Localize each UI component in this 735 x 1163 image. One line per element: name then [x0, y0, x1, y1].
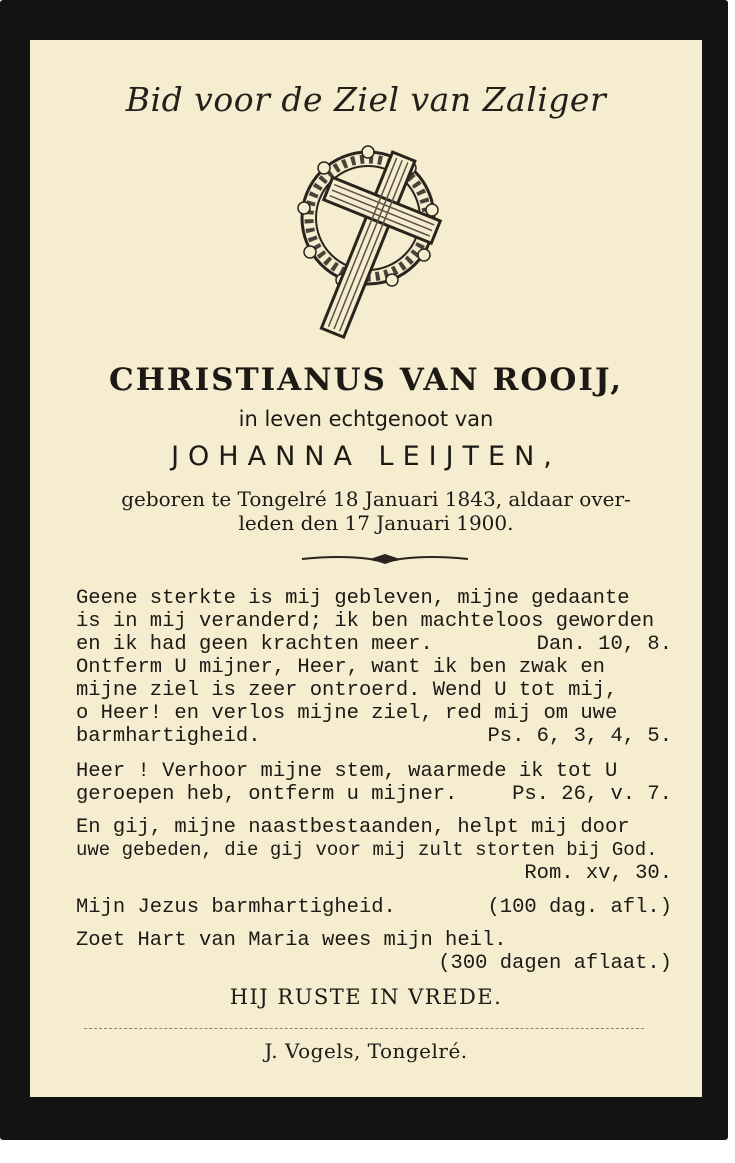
memorial-card — [30, 40, 702, 1097]
dates-line: geboren te Tongelré 18 Januari 1843, aldaar over- — [121, 487, 631, 511]
indulgence-note: (300 dagen aflaat.) — [438, 952, 672, 975]
birth-death-dates — [76, 487, 676, 535]
deceased-name: CHRISTIANUS VAN ROOIJ, — [108, 362, 624, 398]
prayer-line: Ontferm U mijner, Heer, want ik ben zwak en — [76, 656, 605, 679]
prayer-line: en ik had geen krachten meer. — [76, 633, 433, 656]
prayer-line: Geene sterkte is mij gebleven, mijne gedaante — [76, 587, 630, 610]
ornament-divider — [300, 552, 470, 566]
divider-line — [84, 1028, 644, 1029]
closing-line: HIJ RUSTE IN VREDE. — [229, 985, 503, 1009]
prayer-paragraph — [76, 896, 672, 919]
prayer-line: uwe gebeden, die gij voor mij zult storten bij God. — [76, 839, 658, 861]
spouse-name: JOHANNA LEIJTEN, — [171, 441, 561, 472]
prayer-paragraph — [76, 760, 672, 806]
prayer-line: o Heer! en verlos mijne ziel, red mij om uwe — [76, 702, 618, 725]
cross-with-flower-wreath-icon — [292, 140, 452, 350]
prayer-paragraph — [76, 929, 672, 975]
prayer-line: geroepen heb, ontferm u mijner. — [76, 783, 458, 806]
prayer-line: Mijn Jezus barmhartigheid. — [76, 896, 396, 919]
prayer-line: Heer ! Verhoor mijne stem, waarmede ik tot U — [76, 760, 618, 783]
prayer-paragraph — [76, 816, 672, 885]
scripture-reference: Dan. 10, 8. — [536, 633, 672, 656]
prayer-paragraph — [76, 587, 672, 656]
prayer-line: barmhartigheid. — [76, 725, 261, 748]
prayer-paragraph — [76, 656, 672, 748]
scripture-reference: Ps. 6, 3, 4, 5. — [487, 725, 672, 748]
prayer-line: En gij, mijne naastbestaanden, helpt mij door — [76, 816, 630, 839]
prayer-line: Zoet Hart van Maria wees mijn heil. — [76, 929, 507, 952]
spouse-intro: in leven echtgenoot van — [238, 407, 494, 431]
prayer-line: mijne ziel is zeer ontroerd. Wend U tot mij, — [76, 679, 618, 702]
prayer-line: is in mij veranderd; ik ben machteloos geworden — [76, 610, 655, 633]
indulgence-note: (100 dag. afl.) — [487, 896, 672, 919]
dates-line: leden den 17 Januari 1900. — [238, 511, 514, 535]
scripture-reference: Ps. 26, v. 7. — [512, 783, 672, 806]
scripture-reference: Rom. xv, 30. — [524, 862, 672, 885]
printer-credit: J. Vogels, Tongelré. — [264, 1039, 468, 1063]
card-heading: Bid voor de Ziel van Zaliger — [125, 80, 607, 119]
